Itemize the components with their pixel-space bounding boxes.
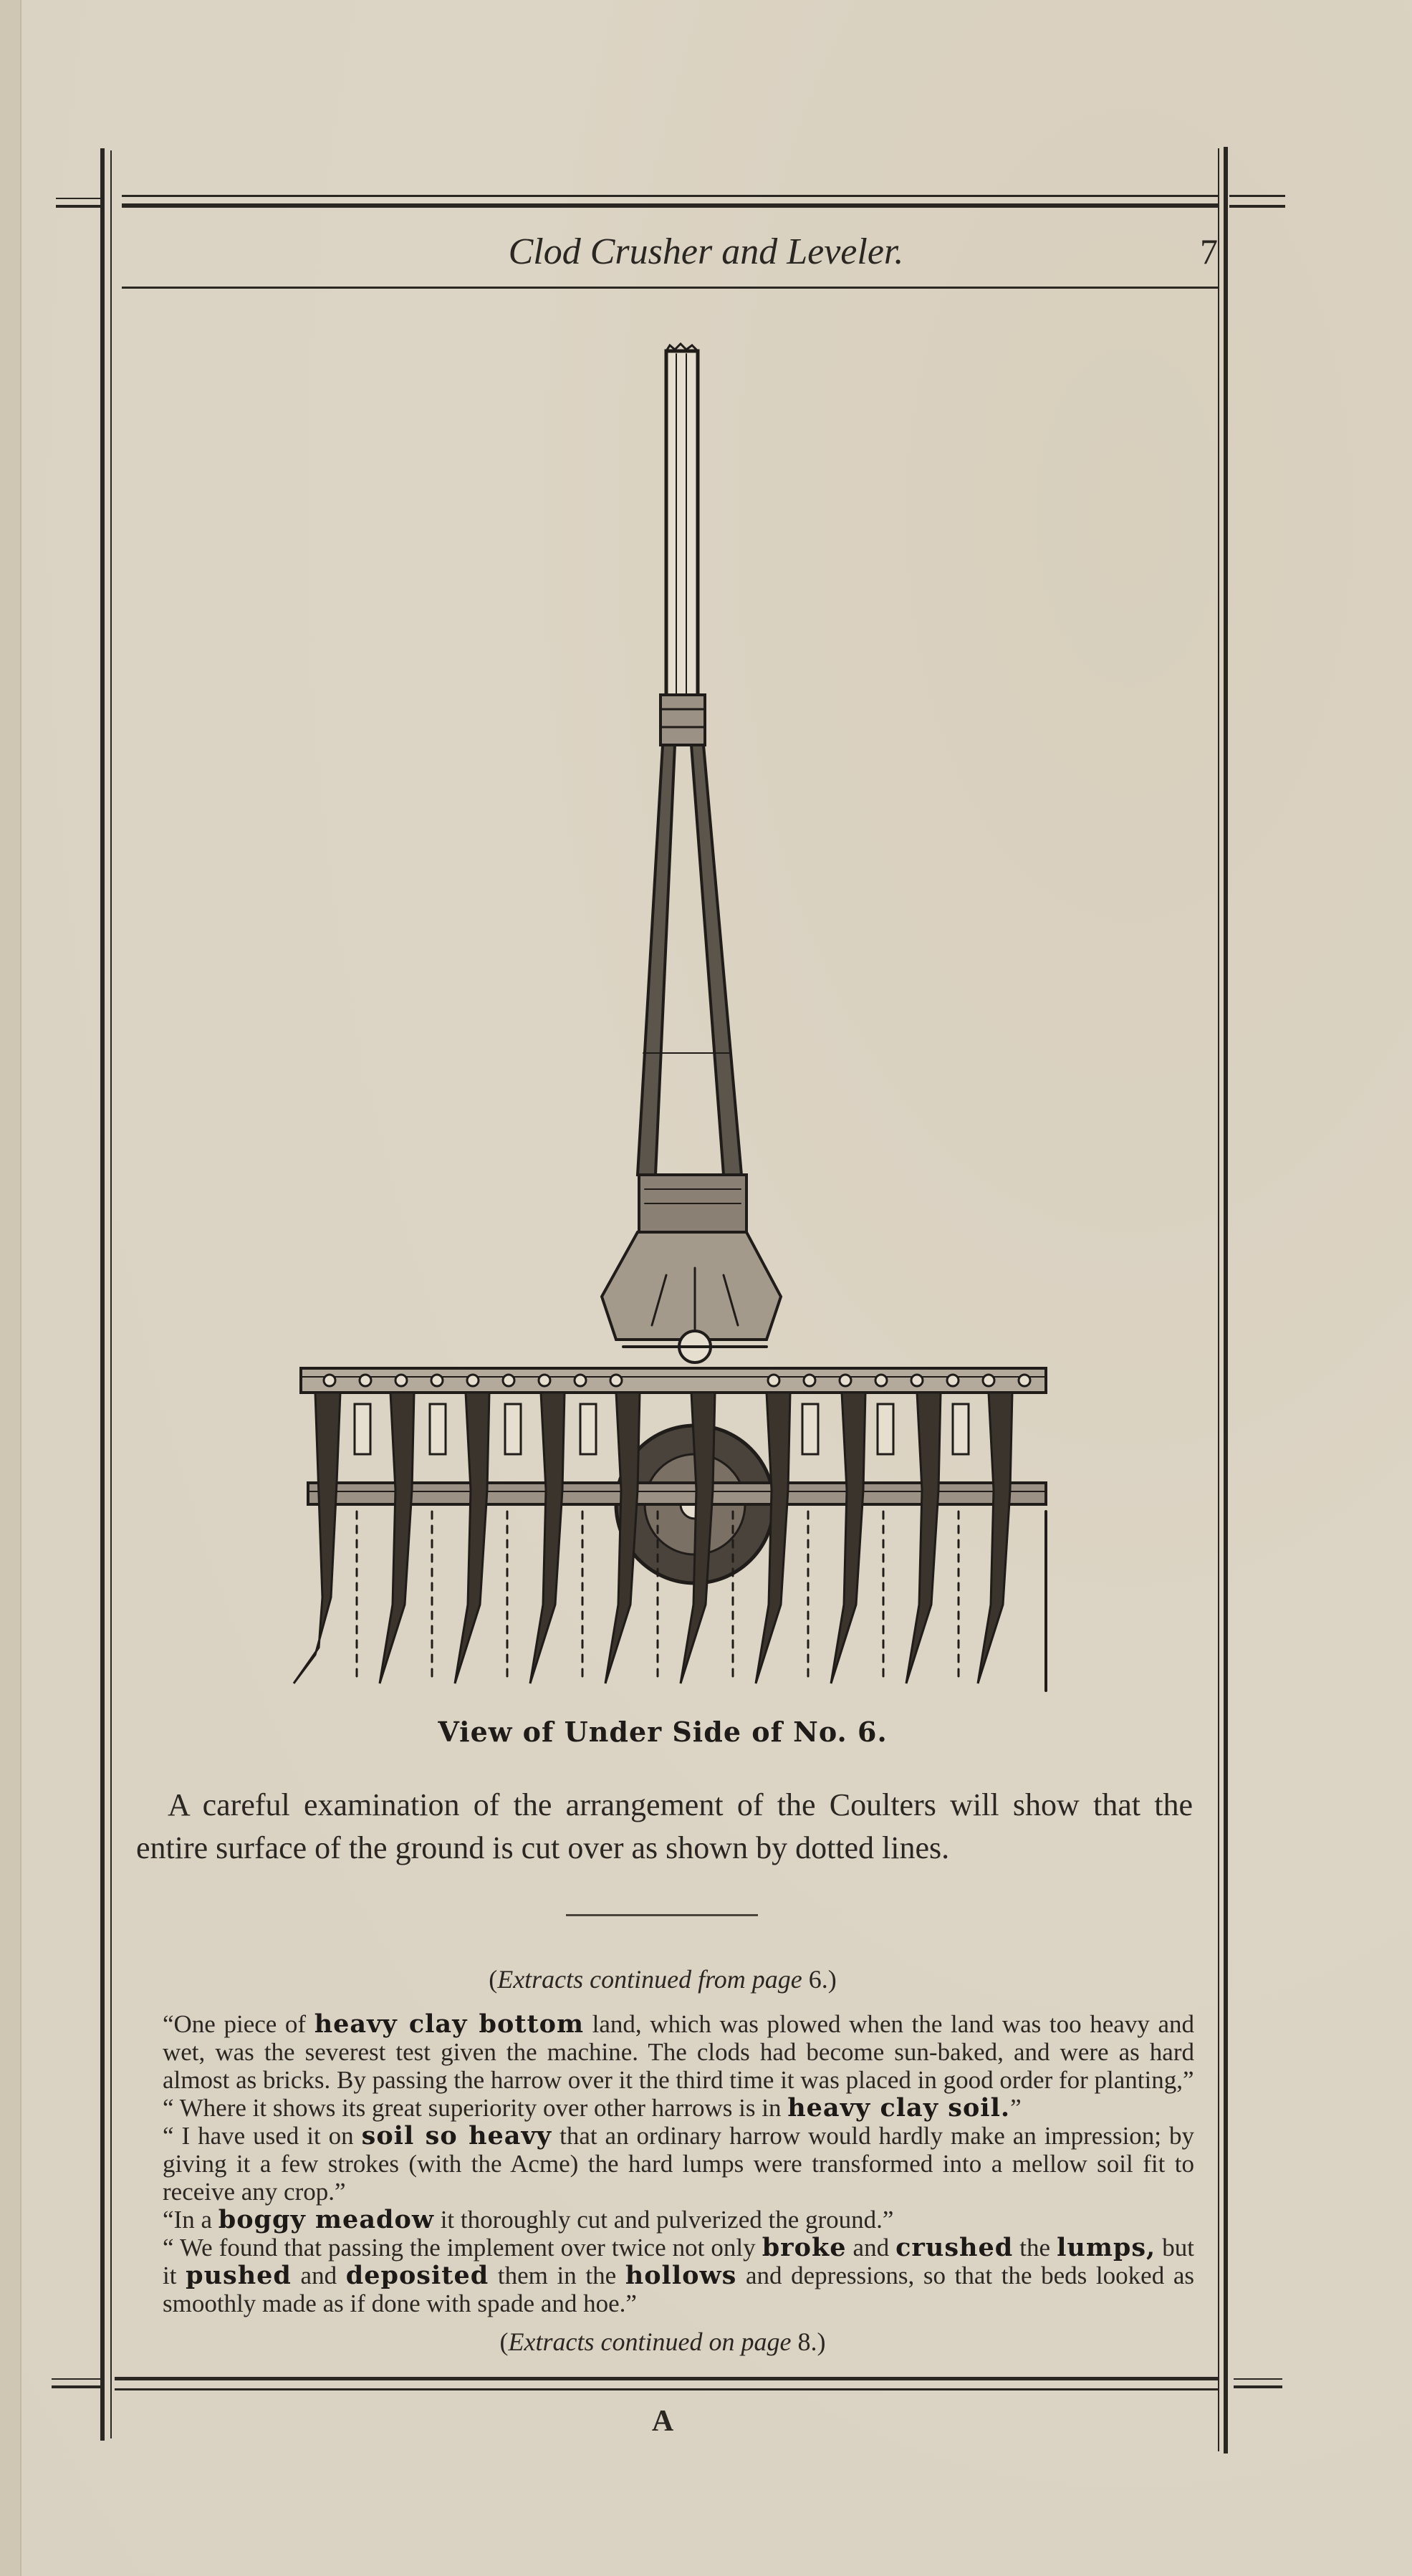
extracts-footer: (Extracts continued on page 8.) xyxy=(499,2327,826,2356)
running-header-title: Clod Crusher and Leveler. xyxy=(508,231,904,272)
extracts-footer-italic: Extracts continued on page xyxy=(508,2327,792,2356)
intro-paragraph xyxy=(136,1784,1193,1870)
section-divider xyxy=(566,1914,758,1916)
extracts-heading-italic: Extracts continued from page xyxy=(497,1965,802,1994)
extract-quote-1: “One piece of heavy clay bottom land, which was plowed when the land was too heavy and wet, was the severest test given the machine. The clods had become sun-baked, and were as hard almost as bricks. By passing the harrow over it the third time it was placed in good order for planting,” xyxy=(163,2009,1194,2094)
extracts-heading: (Extracts continued from page 6.) xyxy=(489,1965,837,1994)
harrow-engraving-icon xyxy=(265,337,1067,1712)
extract-quote-4: “In a boggy meadow it thoroughly cut and pulverized the ground.” xyxy=(163,2205,894,2234)
signature-mark: A xyxy=(651,2405,674,2438)
extracts-block xyxy=(134,2010,1194,2317)
page-number: 7 xyxy=(1200,231,1218,271)
binding-edge xyxy=(0,0,21,2576)
illustration-caption: View of Under Side of No. 6. xyxy=(438,1716,888,1748)
extract-quote-5: “ We found that passing the implement over twice not only broke and crushed the lumps, but it pushed and deposited them in the hollows and depressions, so that the beds looked as smoothly made as if done with spade and hoe.” xyxy=(163,2233,1194,2317)
intro-text: A careful examination of the arrangement of the Coulters will show that the entire surface of the ground is cut over as shown by dotted lines. xyxy=(136,1787,1193,1865)
extract-quote-3: “ I have used it on soil so heavy that an ordinary harrow would hardly make an impression; by giving it a few strokes (with the Acme) the hard lumps were transformed into a mellow soil fit to receive any crop.” xyxy=(163,2121,1194,2206)
extract-quote-2: “ Where it shows its great superiority over other harrows is in heavy clay soil.” xyxy=(163,2093,1022,2123)
